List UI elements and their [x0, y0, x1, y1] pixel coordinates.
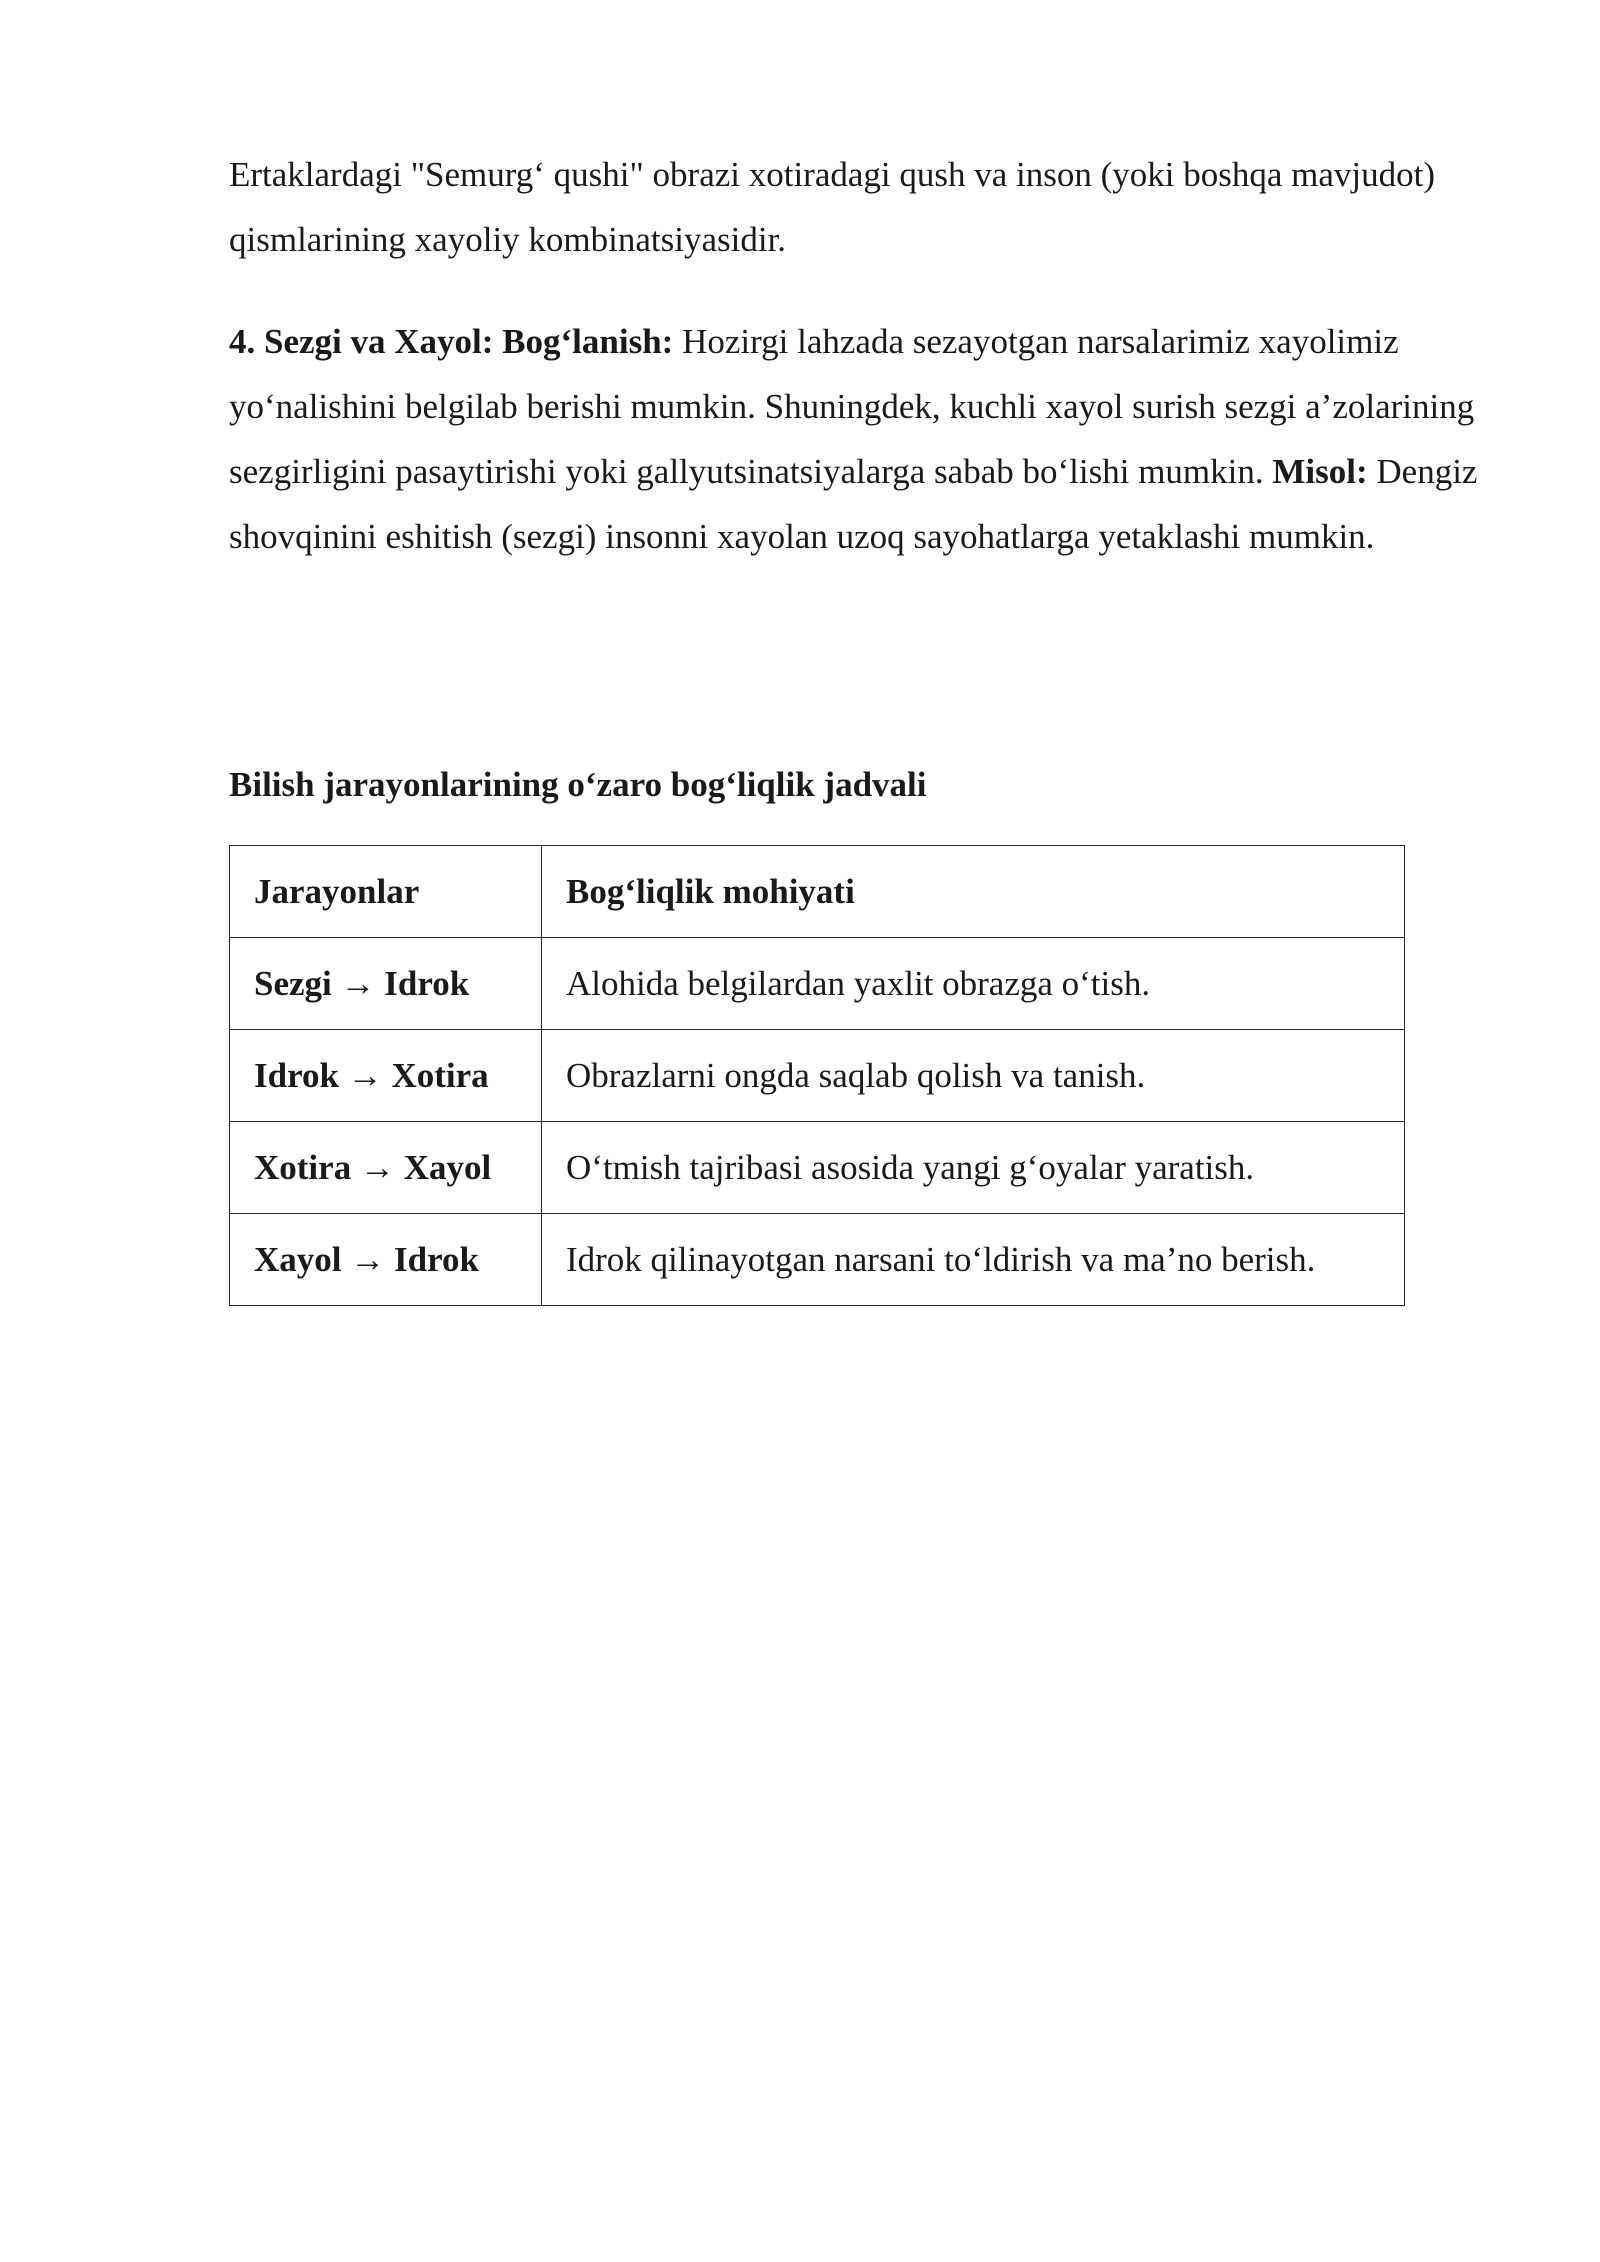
- page-content: [229, 142, 1489, 1279]
- process-cell: Sezgi → Idrok: [230, 938, 542, 1030]
- table-row: [230, 1122, 1405, 1214]
- table-row: [230, 1214, 1405, 1306]
- table-row: [230, 1030, 1405, 1122]
- table-title: Bilish jarayonlarining o‘zaro bog‘liqlik jadvali: [229, 765, 927, 804]
- table-row: [230, 938, 1405, 1030]
- paragraph-sezgi-xayol: [229, 309, 1489, 569]
- relationship-table: [229, 845, 1405, 1306]
- table-header-row: [230, 846, 1405, 938]
- description-cell: Obrazlarni ongda saqlab qolish va tanish.: [542, 1030, 1405, 1122]
- paragraph-text: Hozirgi lahzada sezayotgan narsalarimiz xayolimiz yo‘nalishini belgilab berishi mumkin. Shuningdek, kuchli xayol surish sezgi a’zolarining sezgirligini pasaytirishi yoki gallyutsinatsiyalarga sabab bo‘lishi mumkin.: [229, 322, 1475, 491]
- example-label: Misol:: [1272, 452, 1368, 491]
- column-header: Jarayonlar: [230, 846, 542, 938]
- description-cell: Idrok qilinayotgan narsani to‘ldirish va ma’no berish.: [542, 1214, 1405, 1306]
- process-cell: Xayol → Idrok: [230, 1214, 542, 1306]
- example-text: Dengiz shovqinini eshitish (sezgi) insonni xayolan uzoq sayohatlarga yetaklashi mumkin.: [229, 452, 1478, 556]
- process-cell: Xotira → Xayol: [230, 1122, 542, 1214]
- paragraph-text: Ertaklardagi "Semurg‘ qushi" obrazi xotiradagi qush va inson (yoki boshqa mavjudot) qismlarining xayoliy kombinatsiyasidir.: [229, 155, 1436, 259]
- description-cell: O‘tmish tajribasi asosida yangi g‘oyalar yaratish.: [542, 1122, 1405, 1214]
- description-cell: Alohida belgilardan yaxlit obrazga o‘tish.: [542, 938, 1405, 1030]
- section-heading: 4. Sezgi va Xayol: Bog‘lanish:: [229, 322, 674, 361]
- process-cell: Idrok → Xotira: [230, 1030, 542, 1122]
- column-header: Bog‘liqlik mohiyati: [542, 846, 1405, 938]
- paragraph-semurg: [229, 142, 1489, 272]
